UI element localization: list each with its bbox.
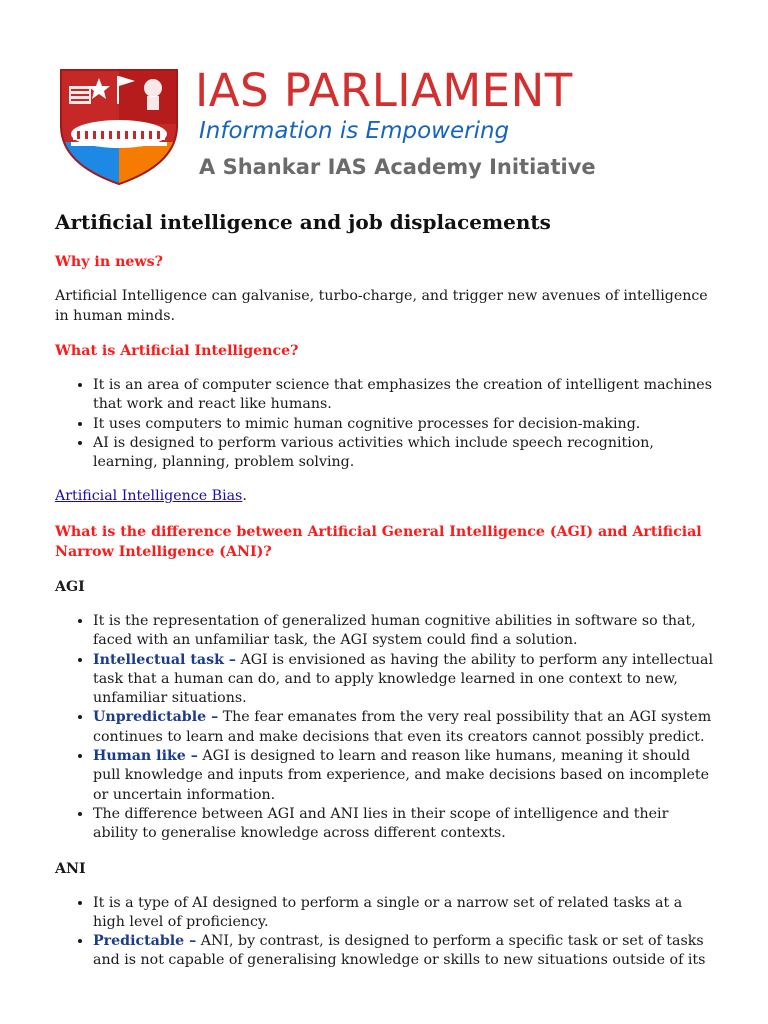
what-is-ai-heading: What is Artificial Intelligence? [55,343,299,359]
agi-vs-ani-heading: What is the difference between Artificial General Intelligence (AGI) and Artificial Narrow Intelligence (ANI)? [55,523,702,560]
brand-subtitle: A Shankar IAS Academy Initiative [199,155,596,179]
list-item [93,805,715,844]
list-item-text: The difference between AGI and ANI lies in their scope of intelligence and their ability to generalise knowledge across different contexts. [93,805,669,842]
ai-bias-link[interactable]: Artificial Intelligence Bias [55,488,243,505]
ias-parliament-shield-logo [55,64,183,186]
term-label: Predictable – [93,933,197,950]
ani-list [55,894,715,971]
brand-name: IAS PARLIAMENT [195,64,573,117]
page-title: Artificial intelligence and job displacements [55,210,551,234]
article-body [55,208,715,986]
list-item [93,932,715,971]
list-item [93,612,715,651]
agi-heading: AGI [55,578,85,595]
list-item-text: ANI, by contrast, is designed to perform a specific task or set of tasks and is not capable of generalising knowledge or skills to new situations outside of its [93,933,706,969]
term-label: Unpredictable – [93,709,219,726]
why-in-news-heading: Why in news? [55,254,163,270]
list-item [93,651,715,709]
related-link-paragraph [55,487,715,507]
term-label: Human like – [93,748,198,765]
list-item: • It uses computers to mimic human cognitive processes for decision-making. [93,415,715,434]
brand-tagline: Information is Empowering [199,118,510,144]
list-item-text: AGI is envisioned as having the ability to perform any intellectual task that a human can do, and to apply knowledge learned in one context to new, unfamiliar situations. [93,651,714,707]
list-item-text: AGI is designed to learn and reason like humans, meaning it should pull knowledge and inputs from experience, and make decisions based on incomplete or uncertain information. [93,748,710,803]
list-item: • AI is designed to perform various activities which include speech recognition, learning, planning, problem solving. [93,434,715,473]
term-label: Intellectual task – [93,651,236,668]
site-header [55,64,715,188]
list-item: • It is an area of computer science that emphasizes the creation of intelligent machines that work and react like humans. [93,376,715,415]
list-item-text: The fear emanates from the very real possibility that an AGI system continues to learn and make decisions that even its creators cannot possibly predict. [93,709,712,745]
ani-heading: ANI [55,860,86,877]
link-suffix: . [242,488,247,505]
what-is-ai-list [55,376,715,472]
why-in-news-text: Artificial Intelligence can galvanise, turbo-charge, and trigger new avenues of intelligence in human minds. [55,288,708,324]
list-item [93,708,715,747]
list-item-text: It is the representation of generalized human cognitive abilities in software so that, faced with an unfamiliar task, the AGI system could find a solution. [93,612,696,649]
list-item-text: It is a type of AI designed to perform a single or a narrow set of related tasks at a high level of proficiency. [93,894,683,930]
list-item [93,747,715,805]
agi-list [55,612,715,844]
list-item [93,894,715,933]
